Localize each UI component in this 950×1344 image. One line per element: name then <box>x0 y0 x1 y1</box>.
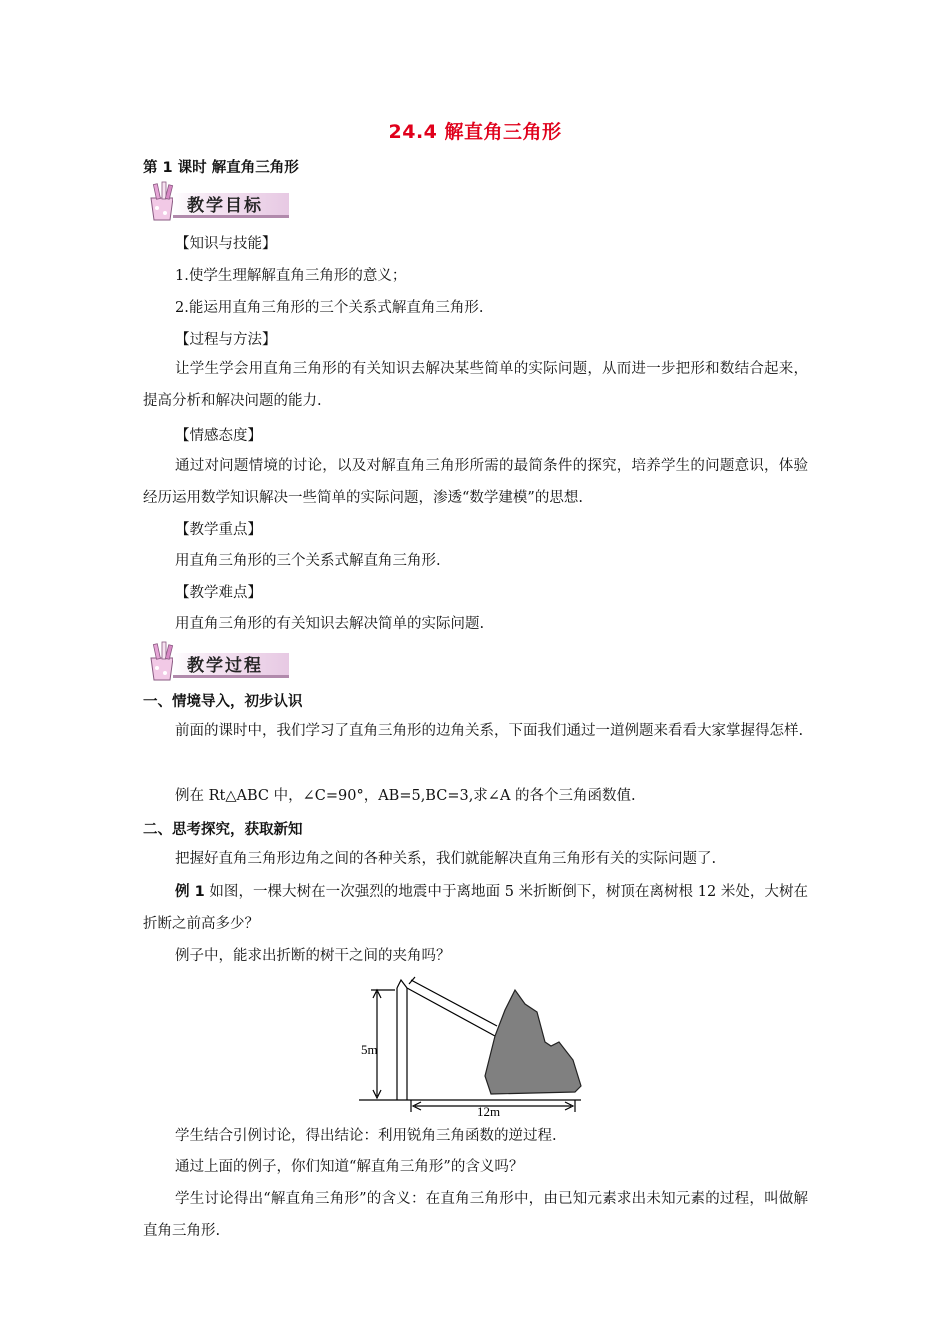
section1-heading: 一、情境导入，初步认识 <box>143 694 303 710</box>
tree-crown-shape <box>485 990 581 1094</box>
knowledge-item-2: 2.能运用直角三角形的三个关系式解直角三角形. <box>175 300 484 316</box>
goals-banner <box>143 180 293 222</box>
knowledge-heading: 【知识与技能】 <box>175 236 277 252</box>
section2-paragraph-1: 把握好直角三角形边角之间的各种关系，我们就能解决直角三角形有关的实际问题了. <box>175 851 717 867</box>
section1-paragraph-1: 前面的课时中，我们学习了直角三角形的边角关系，下面我们通过一道例题来看看大家掌握得怎样. <box>175 723 804 739</box>
difficulty-text: 用直角三角形的有关知识去解决简单的实际问题. <box>175 616 485 632</box>
section1-paragraph-2: 例在 Rt△ABC 中，∠C=90°，AB=5,BC=3,求∠A 的各个三角函数值. <box>175 788 636 804</box>
knowledge-item-1: 1.使学生理解解直角三角形的意义； <box>175 268 407 284</box>
section2-paragraph-2: 例子中，能求出折断的树干之间的夹角吗？ <box>175 948 451 964</box>
figure-height-label: 5m <box>361 1042 378 1057</box>
attitude-text: 通过对问题情境的讨论，以及对解直角三角形所需的最简条件的探究，培养学生的问题意识，体验经历运用数学知识解决一些简单的实际问题，渗透“数学建模”的思想. <box>143 458 808 506</box>
process-banner <box>143 640 293 682</box>
example-1-paragraph <box>143 876 808 940</box>
example-1-label: 例 1 <box>175 884 205 900</box>
broken-tree-figure <box>355 976 585 1116</box>
section2-paragraph-3: 学生结合引例讨论，得出结论：利用锐角三角函数的逆过程. <box>175 1128 557 1144</box>
section2-paragraph-4: 通过上面的例子，你们知道“解直角三角形”的含义吗？ <box>175 1159 524 1175</box>
difficulty-heading: 【教学难点】 <box>175 585 262 601</box>
figure-base-label: 12m <box>477 1104 501 1116</box>
key-heading: 【教学重点】 <box>175 522 262 538</box>
method-text: 让学生学会用直角三角形的有关知识去解决某些简单的实际问题，从而进一步把形和数结合起来，提高分析和解决问题的能力. <box>143 361 808 409</box>
process-banner-label: 教学过程 <box>187 656 263 676</box>
method-heading: 【过程与方法】 <box>175 332 277 348</box>
example-1-text: 如图，一棵大树在一次强烈的地震中于离地面 5 米折断倒下，树顶在离树根 12 米处，大树在折断之前高多少？ <box>143 884 809 932</box>
key-text: 用直角三角形的三个关系式解直角三角形. <box>175 553 441 569</box>
section2-heading: 二、思考探究，获取新知 <box>143 822 303 838</box>
section2-paragraph-5: 学生讨论得出“解直角三角形”的含义：在直角三角形中，由已知元素求出未知元素的过程，叫做解直角三角形. <box>143 1191 808 1239</box>
goals-banner-label: 教学目标 <box>187 196 263 216</box>
page-title: 24.4 解直角三角形 <box>388 121 562 143</box>
attitude-heading: 【情感态度】 <box>175 428 262 444</box>
lesson-subtitle: 第 1 课时 解直角三角形 <box>143 160 299 176</box>
